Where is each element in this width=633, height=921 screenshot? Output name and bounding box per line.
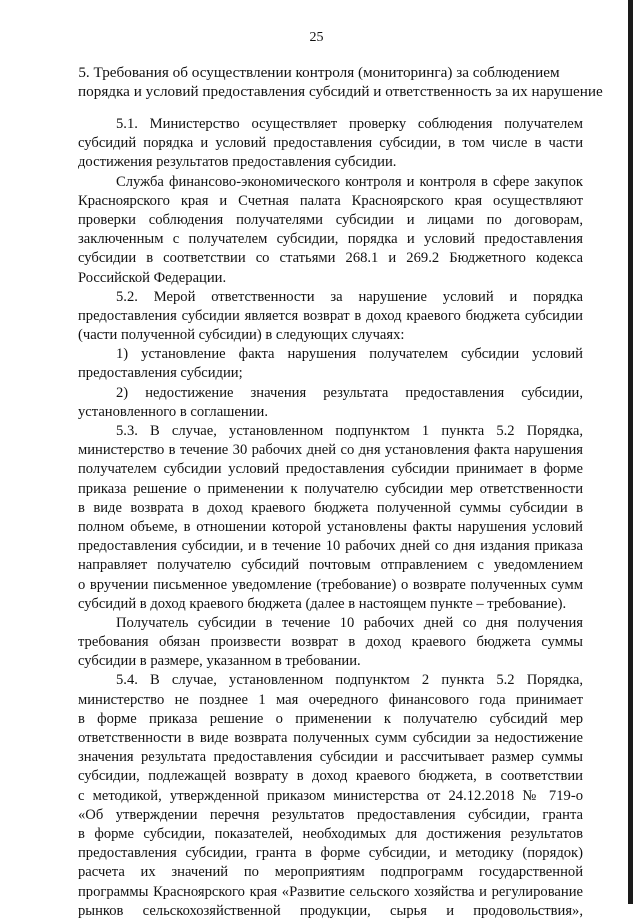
text-line: субсидии в соответствии со статьями 268.1 и 269.2 Бюджетного кодекса bbox=[78, 250, 583, 267]
text-line: значения результата предоставления субсидии и рассчитывает размер суммы bbox=[78, 749, 583, 766]
text-line: в виде возврата в доход краевого бюджета полученной суммы субсидии в bbox=[78, 499, 583, 516]
text-line: Получатель субсидии в течение 10 рабочих дней со дня получения bbox=[116, 614, 583, 631]
text-line: 2) недостижение значения результата предоставления субсидии, bbox=[116, 384, 583, 401]
paragraph bbox=[78, 614, 583, 672]
text-line: 5.3. В случае, установленном подпунктом 1 пункта 5.2 Порядка, bbox=[116, 423, 583, 439]
text-line: достижения результатов предоставления субсидии. bbox=[78, 154, 397, 171]
scan-edge-shadow bbox=[628, 0, 633, 904]
text-line: 5.4. В случае, установленном подпунктом 2 пункта 5.2 Порядка, bbox=[116, 672, 583, 689]
text-line: Служба финансово-экономического контроля и контроля в сфере закупок bbox=[116, 173, 583, 190]
paragraph bbox=[78, 288, 583, 346]
section-heading bbox=[78, 63, 603, 101]
heading-line: порядка и условий предоставления субсидий и ответственность за их нарушение bbox=[78, 83, 603, 100]
text-line: 1) установление факта нарушения получателем субсидии условий bbox=[116, 346, 583, 363]
text-line: предоставления субсидии; bbox=[78, 365, 243, 382]
text-line: полном объеме, в отношении которой установлены факты нарушения условий bbox=[78, 518, 583, 535]
paragraph bbox=[78, 671, 583, 920]
text-line: заключенным с получателем субсидии, порядка и условий предоставления bbox=[78, 231, 583, 248]
text-line: субсидий порядка и условий предоставления субсидии, в том числе в части bbox=[78, 135, 583, 152]
text-line: программы Красноярского края «Развитие сельского хозяйства и регулирование bbox=[78, 883, 583, 900]
text-line: получателем субсидии условий предоставления субсидии принимает в форме bbox=[78, 461, 583, 478]
paragraph bbox=[78, 384, 583, 422]
text-line: расчета их значений по мероприятиям подпрограмм государственной bbox=[78, 864, 583, 881]
text-line: «Об утверждении перечня результатов предоставления субсидии, гранта bbox=[78, 806, 583, 823]
text-line: министерство не позднее 1 мая очередного финансового года принимает bbox=[78, 691, 583, 708]
text-line: субсидии в размере, указанном в требовании. bbox=[78, 653, 361, 670]
heading-line: 5. Требования об осуществлении контроля (мониторинга) за соблюдением bbox=[78, 64, 560, 81]
paragraph bbox=[78, 422, 583, 614]
text-line: с методикой, утвержденной приказом министерства от 24.12.2018 № 719-о bbox=[78, 787, 583, 804]
paragraph bbox=[78, 173, 583, 288]
text-line: предоставления субсидии является возврат в доход краевого бюджета субсидии bbox=[78, 307, 583, 324]
body-text bbox=[78, 115, 583, 921]
text-line: 5.2. Мерой ответственности за нарушение условий и порядка bbox=[116, 288, 583, 305]
text-line: требования обязан произвести возврат в доход краевого бюджета суммы bbox=[78, 634, 583, 651]
text-line: министерство в течение 30 рабочих дней со дня установления факта нарушения bbox=[78, 442, 583, 459]
text-line: проверки соблюдения получателями субсидии и лицами по договорам, bbox=[78, 211, 583, 228]
text-line: предоставления субсидии, гранта в форме субсидии, и методику (порядок) bbox=[78, 845, 583, 862]
text-line: ответственности в виде возврата полученных сумм субсидии за недостижение bbox=[78, 730, 583, 746]
text-line: установленного в соглашении. bbox=[78, 403, 268, 420]
paragraph bbox=[78, 345, 583, 383]
text-line: в форме приказа решение о применении к получателю субсидий мер bbox=[78, 710, 583, 727]
text-line: в форме субсидии, показателей, необходимых для достижения результатов bbox=[78, 825, 583, 842]
text-line: предоставления субсидии, и в течение 10 рабочих дней со дня издания приказа bbox=[78, 538, 583, 555]
text-line: 5.1. Министерство осуществляет проверку соблюдения получателем bbox=[116, 116, 583, 132]
page-number: 25 bbox=[309, 30, 324, 45]
text-line: субсидии, подлежащей возврату в доход краевого бюджета, в соответствии bbox=[78, 768, 583, 785]
text-line: рынков сельскохозяйственной продукции, сырья и продовольствия», bbox=[78, 902, 583, 919]
text-line: (части полученной субсидии) в следующих случаях: bbox=[78, 327, 405, 344]
text-line: субсидий в доход краевого бюджета (далее в настоящем пункте – требование). bbox=[78, 595, 567, 612]
text-line: Красноярского края и Счетная палата Красноярского края осуществляют bbox=[78, 192, 583, 209]
text-line: приказа решение о применении к получателю субсидии мер ответственности bbox=[78, 480, 583, 497]
paragraph bbox=[78, 115, 583, 173]
text-line: направляет получателю субсидий почтовым отправлением с уведомлением bbox=[78, 557, 583, 574]
text-line: о вручении письменное уведомление (требование) о возврате полученных сумм bbox=[78, 576, 583, 593]
text-line: Российской Федерации. bbox=[78, 269, 227, 286]
